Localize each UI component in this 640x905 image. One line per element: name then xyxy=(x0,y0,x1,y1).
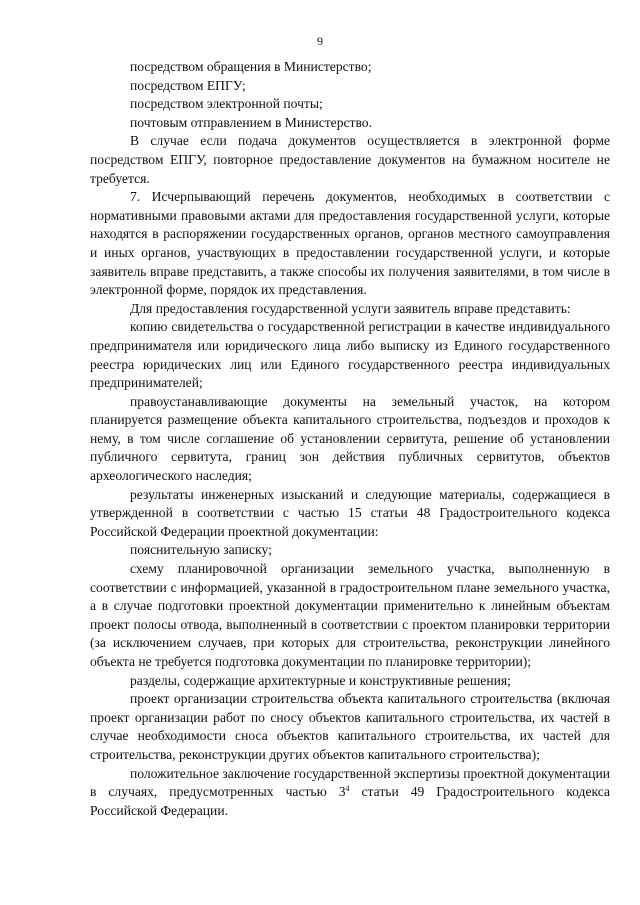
paragraph: В случае если подача документов осуществляется в электронной форме посредством ЕПГУ, повторное предоставление документов на бумажном носителе не требуется. xyxy=(90,133,610,186)
paragraph: 7. Исчерпывающий перечень документов, необходимых в соответствии с нормативными правовыми актами для предоставления государственной услуги, которые находятся в распоряжении государственных органов, органов местного самоуправления и иных органов, участвующих в предоставлении государственной услуги, и которые заявитель вправе представить, а также способы их получения заявителями, в том числе в электронной форме, порядок их представления. xyxy=(90,189,610,298)
paragraph-text: статьи 49 Градостроительного кодекса Российской Федерации. xyxy=(90,784,610,818)
paragraph: Для предоставления государственной услуги заявитель вправе представить: xyxy=(130,300,571,316)
paragraph: правоустанавливающие документы на земельный участок, на котором планируется размещение объекта капитального строительства, подъездов и проходов к нему, в том числе соглашение об установлении сервитута, решение об установлении публичного сервитута, границ зон действия публичных сервитутов, объектов археологического наследия; xyxy=(90,393,610,484)
document-body xyxy=(90,58,610,820)
paragraph: разделы, содержащие архитектурные и конструктивные решения; xyxy=(130,672,511,688)
paragraph: результаты инженерных изысканий и следующие материалы, содержащиеся в утвержденной в соответствии с частью 15 статьи 48 Градостроительного кодекса Российской Федерации проектной документации: xyxy=(90,486,610,539)
paragraph: посредством обращения в Министерство; xyxy=(130,59,372,74)
paragraph: проект организации строительства объекта капитального строительства (включая проект организации работ по сносу объектов капитального строительства, их частей в случае необходимости сноса объектов капитального строительства, их частей для строительства, реконструкции других объектов капитального строительства); xyxy=(90,691,610,762)
paragraph: копию свидетельства о государственной регистрации в качестве индивидуального предпринимателя или юридического лица либо выписку из Единого государственного реестра юридических лиц или Единого государственного реестра индивидуальных предпринимателей; xyxy=(90,319,610,391)
paragraph-text: положительное заключение государственной экспертизы проектной документации в случаях, предусмотренных частью 3 xyxy=(90,765,610,800)
paragraph: посредством ЕПГУ; xyxy=(130,77,246,93)
page-number: 9 xyxy=(317,34,323,48)
superscript: 4 xyxy=(345,784,350,794)
paragraph: схему планировочной организации земельного участка, выполненную в соответствии с информацией, указанной в градостроительном плане земельного участка, а в случае подготовки проектной документации применительно к линейным объектам проект полосы отвода, выполненный в соответствии с проектом планировки территории (за исключением случаев, при которых для строительства, реконструкции линейного объекта не требуется подготовка документации по планировке территории); xyxy=(90,561,610,669)
paragraph: почтовым отправлением в Министерство. xyxy=(130,114,372,130)
paragraph-last xyxy=(90,765,610,821)
paragraph: пояснительную записку; xyxy=(130,542,272,558)
paragraph: посредством электронной почты; xyxy=(130,96,323,112)
